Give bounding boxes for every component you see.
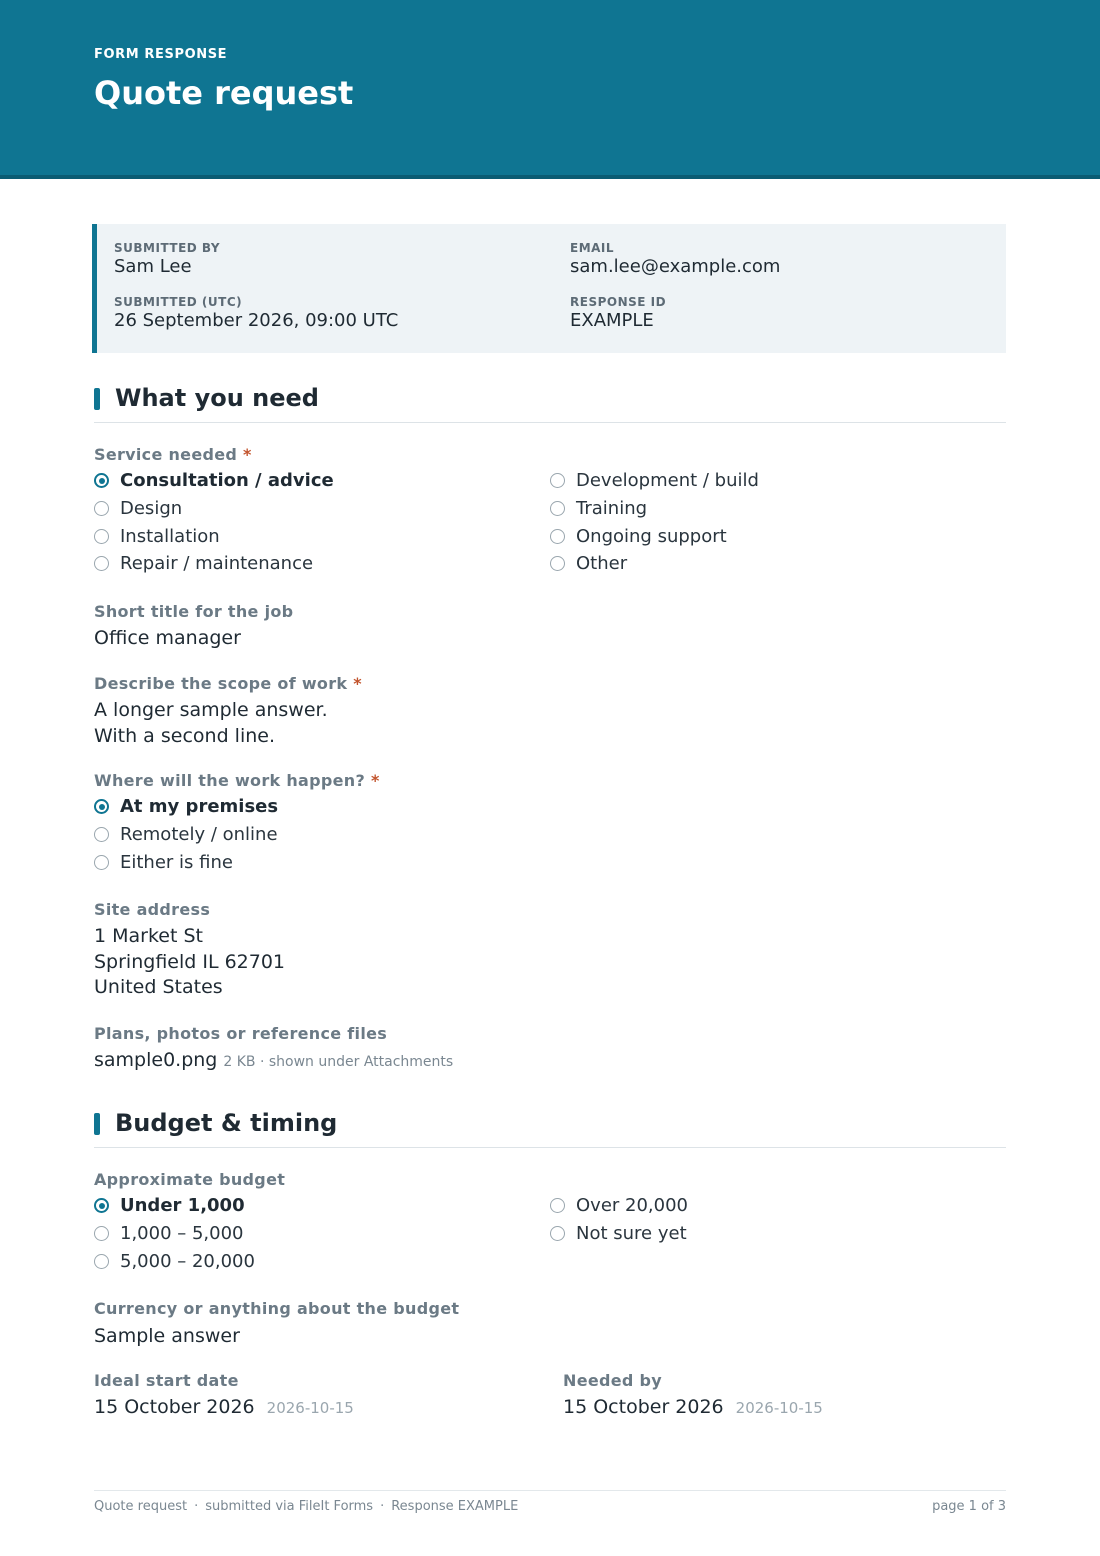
service-option-other[interactable]: Other <box>550 553 627 574</box>
required-asterisk: * <box>370 771 380 790</box>
radio-icon <box>94 501 109 516</box>
radio-icon <box>550 556 565 571</box>
service-option-ongoing-support[interactable]: Ongoing support <box>550 526 727 547</box>
needed-by-label: Needed by <box>563 1371 663 1390</box>
currency-label: Currency or anything about the budget <box>94 1299 460 1318</box>
reference-files-label: Plans, photos or reference files <box>94 1024 388 1043</box>
footer-response: Response EXAMPLE <box>391 1499 519 1514</box>
needed-by-value-row <box>563 1395 823 1422</box>
section-accent-bar <box>94 1113 100 1135</box>
budget-option-under-1000[interactable]: Under 1,000 <box>94 1195 245 1216</box>
footer-divider <box>94 1490 1006 1491</box>
submitted-utc-value: 26 September 2026, 09:00 UTC <box>114 310 399 331</box>
form-title: Quote request <box>94 74 354 112</box>
short-title-value: Office manager <box>94 627 241 649</box>
budget-option-over-20000[interactable]: Over 20,000 <box>550 1195 688 1216</box>
scope-label: Describe the scope of work * <box>94 674 362 693</box>
radio-selected-icon <box>94 1198 109 1213</box>
submitted-utc-label: SUBMITTED (UTC) <box>114 295 243 309</box>
radio-icon <box>550 529 565 544</box>
footer-info <box>94 1499 518 1514</box>
footer-separator: · <box>380 1499 385 1514</box>
site-address-value <box>94 924 285 1001</box>
section-divider <box>94 1147 1006 1148</box>
budget-option-not-sure[interactable]: Not sure yet <box>550 1223 687 1244</box>
service-option-training[interactable]: Training <box>550 498 647 519</box>
where-option-premises[interactable]: At my premises <box>94 796 278 817</box>
budget-option-5000-20000[interactable]: 5,000 – 20,000 <box>94 1251 255 1272</box>
site-address-label: Site address <box>94 900 211 919</box>
submitted-utc-cell <box>114 295 398 331</box>
footer-separator: · <box>194 1499 199 1514</box>
required-asterisk: * <box>353 674 362 693</box>
radio-icon <box>94 529 109 544</box>
submitted-by-label: SUBMITTED BY <box>114 241 221 255</box>
where-option-either[interactable]: Either is fine <box>94 852 233 873</box>
section-accent-bar <box>94 388 100 410</box>
needed-by-iso: 2026-10-15 <box>735 1399 823 1417</box>
email-label: EMAIL <box>570 241 615 255</box>
response-id-label: RESPONSE ID <box>570 295 667 309</box>
start-date-label: Ideal start date <box>94 1371 239 1390</box>
submitted-by-cell <box>114 241 220 277</box>
form-header <box>0 0 1100 179</box>
section-title: What you need <box>115 384 319 412</box>
budget-option-1000-5000[interactable]: 1,000 – 5,000 <box>94 1223 244 1244</box>
response-id-value: EXAMPLE <box>570 310 654 331</box>
where-option-remote[interactable]: Remotely / online <box>94 824 278 845</box>
radio-icon <box>550 1198 565 1213</box>
start-date-value-row <box>94 1395 354 1422</box>
radio-icon <box>94 1226 109 1241</box>
attachment-file-meta: 2 KB · shown under Attachments <box>223 1054 454 1070</box>
service-option-repair[interactable]: Repair / maintenance <box>94 553 313 574</box>
scope-line-2: With a second line. <box>94 724 275 747</box>
radio-icon <box>94 827 109 842</box>
scope-value <box>94 698 328 749</box>
radio-icon <box>550 1226 565 1241</box>
radio-icon <box>94 1254 109 1269</box>
submission-meta-panel <box>92 224 1006 353</box>
radio-icon <box>550 501 565 516</box>
email-value: sam.lee@example.com <box>570 256 781 277</box>
site-address-line-1: 1 Market St <box>94 925 203 947</box>
section-title: Budget & timing <box>115 1109 338 1137</box>
service-needed-label: Service needed * <box>94 445 252 464</box>
attachment-file-name[interactable]: sample0.png <box>94 1049 218 1071</box>
form-kicker: FORM RESPONSE <box>94 47 228 62</box>
start-date-value: 15 October 2026 <box>94 1396 255 1418</box>
required-asterisk: * <box>243 445 252 464</box>
radio-selected-icon <box>94 473 109 488</box>
email-cell <box>570 241 780 277</box>
budget-label: Approximate budget <box>94 1170 286 1189</box>
scope-line-1: A longer sample answer. <box>94 699 328 721</box>
start-date-iso: 2026-10-15 <box>266 1399 354 1417</box>
site-address-line-3: United States <box>94 976 223 998</box>
radio-icon <box>94 556 109 571</box>
service-option-development[interactable]: Development / build <box>550 470 759 491</box>
short-title-label: Short title for the job <box>94 602 294 621</box>
site-address-line-2: Springfield IL 62701 <box>94 950 286 973</box>
footer-page-number: page 1 of 3 <box>932 1499 1006 1514</box>
needed-by-value: 15 October 2026 <box>563 1396 724 1418</box>
service-option-installation[interactable]: Installation <box>94 526 220 547</box>
section-what-you-need <box>94 384 1006 424</box>
radio-icon <box>94 855 109 870</box>
radio-icon <box>550 473 565 488</box>
where-label: Where will the work happen? * <box>94 771 380 790</box>
footer-form-name: Quote request <box>94 1499 188 1514</box>
service-option-consultation[interactable]: Consultation / advice <box>94 470 334 491</box>
currency-value: Sample answer <box>94 1325 240 1347</box>
attachment-row <box>94 1048 453 1076</box>
footer-via: submitted via FileIt Forms <box>205 1499 374 1514</box>
service-option-design[interactable]: Design <box>94 498 182 519</box>
section-divider <box>94 422 1006 423</box>
response-id-cell <box>570 295 666 331</box>
section-budget-timing <box>94 1109 1006 1149</box>
submitted-by-value: Sam Lee <box>114 256 192 277</box>
radio-selected-icon <box>94 799 109 814</box>
